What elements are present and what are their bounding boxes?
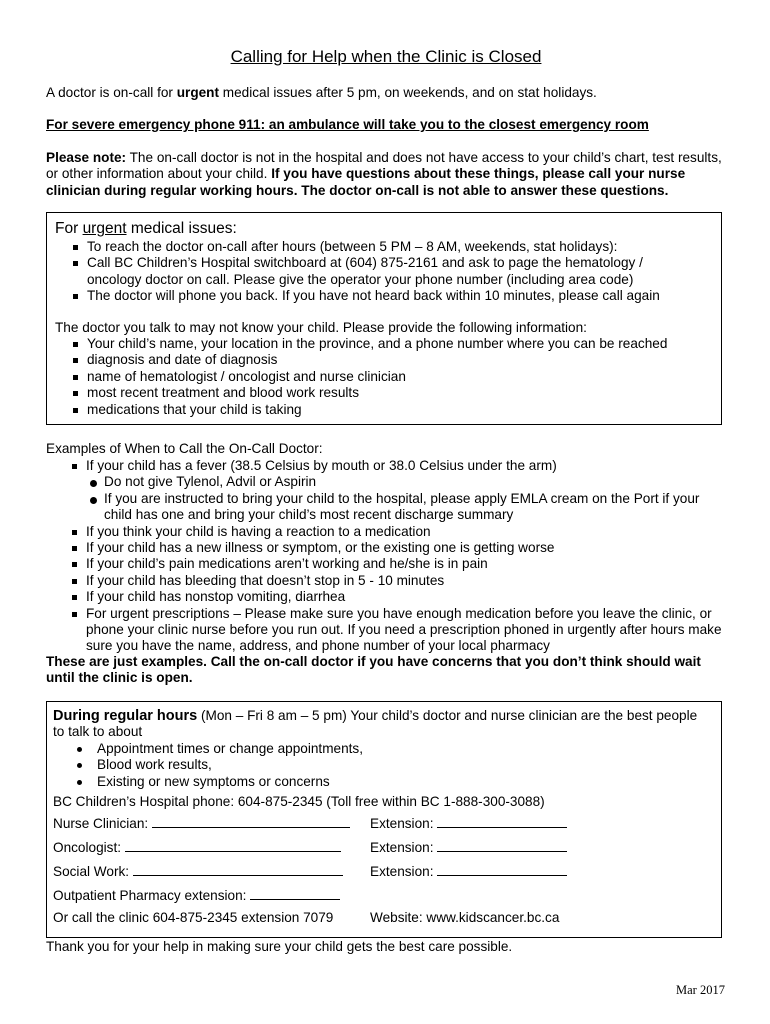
please-note-paragraph: Please note: The on-call doctor is not in the hospital and does not have access to your child’s chart, test results, or other information about your child. If you have questions about these things, please call your nurse clinician during regular working hours. The doctor on-call is not able to answer these questions.: [46, 150, 722, 198]
website: Website: www.kidscancer.bc.ca: [370, 910, 560, 925]
pharmacy-row: [53, 886, 713, 903]
list-item: For urgent prescriptions – Please make sure you have enough medication before you leave the clinic, or phone your clinic nurse before you run out. If you need a prescription phoned in urgently after hours make sure you have the name, address, and phone number of your local pharmacy: [46, 606, 726, 655]
examples-heading: Examples of When to Call the On-Call Doctor:: [46, 441, 323, 456]
hospital-phone: BC Children’s Hospital phone: 604-875-2345 (Toll free within BC 1-888-300-3088): [53, 794, 545, 809]
list-item: name of hematologist / oncologist and nurse clinician: [47, 369, 707, 385]
urgent-issues-box: [46, 212, 722, 425]
list-item: If your child has bleeding that doesn’t stop in 5 - 10 minutes: [46, 573, 726, 589]
list-item: Appointment times or change appointments,: [47, 741, 647, 757]
nurse-row: [53, 814, 713, 831]
list-item: medications that your child is taking: [47, 402, 707, 418]
urgent-issues-heading: For urgent medical issues:: [55, 220, 237, 237]
list-item: diagnosis and date of diagnosis: [47, 352, 707, 368]
urgent-steps-list: [47, 239, 687, 305]
emergency-notice: For severe emergency phone 911: an ambulance will take you to the closest emergency room: [46, 117, 649, 132]
social-work-extension-field[interactable]: [437, 862, 567, 876]
social-work-field[interactable]: [133, 862, 343, 876]
extension-label: Extension:: [370, 816, 434, 831]
list-item: If you think your child is having a reaction to a medication: [46, 524, 726, 540]
social-work-row: [53, 862, 713, 879]
list-item: Call BC Children’s Hospital switchboard at (604) 875-2161 and ask to page the hematology / oncology doctor on call. Please give the operator your phone number (including area code): [47, 255, 687, 288]
list-item: Blood work results,: [47, 757, 647, 773]
extension-label: Extension:: [370, 864, 434, 879]
examples-list: [46, 458, 726, 655]
list-item: Do not give Tylenol, Advil or Aspirin: [64, 474, 726, 490]
nurse-label: Nurse Clinician:: [53, 816, 149, 831]
fever-sub-list: [64, 474, 726, 523]
list-item: If your child’s pain medications aren’t working and he/she is in pain: [46, 556, 726, 572]
list-item: If your child has nonstop vomiting, diarrhea: [46, 589, 726, 605]
list-item: If your child has a new illness or symptom, or the existing one is getting worse: [46, 540, 726, 556]
thanks-note: Thank you for your help in making sure your child gets the best care possible.: [46, 939, 513, 954]
list-item: If you are instructed to bring your child to the hospital, please apply EMLA cream on the Port if your child has one and bring your child’s most recent discharge summary: [64, 491, 726, 524]
document-date: Mar 2017: [676, 983, 725, 997]
intro-paragraph: A doctor is on-call for urgent medical issues after 5 pm, on weekends, and on stat holidays.: [46, 85, 597, 100]
regular-hours-list: [47, 741, 647, 790]
list-item: Your child’s name, your location in the province, and a phone number where you can be reached: [47, 336, 707, 352]
pharmacy-extension-field[interactable]: [250, 886, 340, 900]
nurse-extension-field[interactable]: [437, 814, 567, 828]
clinic-phone: Or call the clinic 604-875-2345 extension 7079: [53, 910, 334, 925]
pharmacy-label: Outpatient Pharmacy extension:: [53, 888, 247, 903]
page-title: Calling for Help when the Clinic is Closed: [230, 47, 542, 66]
info-intro: The doctor you talk to may not know your child. Please provide the following information:: [55, 320, 587, 335]
clinic-row: [53, 910, 713, 927]
list-item: If your child has a fever (38.5 Celsius by mouth or 38.0 Celsius under the arm) Do not give Tylenol, Advil or Aspirin If you are instructed to bring your child to the hospital, please apply EMLA cream on the Port if your child has one and bring your child’s most recent discharge summary: [46, 458, 726, 524]
regular-hours-intro: During regular hours (Mon – Fri 8 am – 5 pm) Your child’s doctor and nurse clinician are the best people to talk to about: [53, 708, 698, 740]
info-list: [47, 336, 707, 418]
oncologist-label: Oncologist:: [53, 840, 122, 855]
regular-hours-box: [46, 701, 722, 938]
extension-label: Extension:: [370, 840, 434, 855]
oncologist-field[interactable]: [125, 838, 341, 852]
examples-closing: These are just examples. Call the on-call doctor if you have concerns that you don’t think should wait until the clinic is open.: [46, 654, 701, 686]
social-work-label: Social Work:: [53, 864, 130, 879]
nurse-field[interactable]: [152, 814, 350, 828]
oncologist-extension-field[interactable]: [437, 838, 567, 852]
list-item: To reach the doctor on-call after hours (between 5 PM – 8 AM, weekends, stat holidays):: [47, 239, 687, 255]
list-item: Existing or new symptoms or concerns: [47, 774, 647, 790]
oncologist-row: [53, 838, 713, 855]
list-item: most recent treatment and blood work results: [47, 385, 707, 401]
list-item: The doctor will phone you back. If you have not heard back within 10 minutes, please call again: [47, 288, 687, 304]
